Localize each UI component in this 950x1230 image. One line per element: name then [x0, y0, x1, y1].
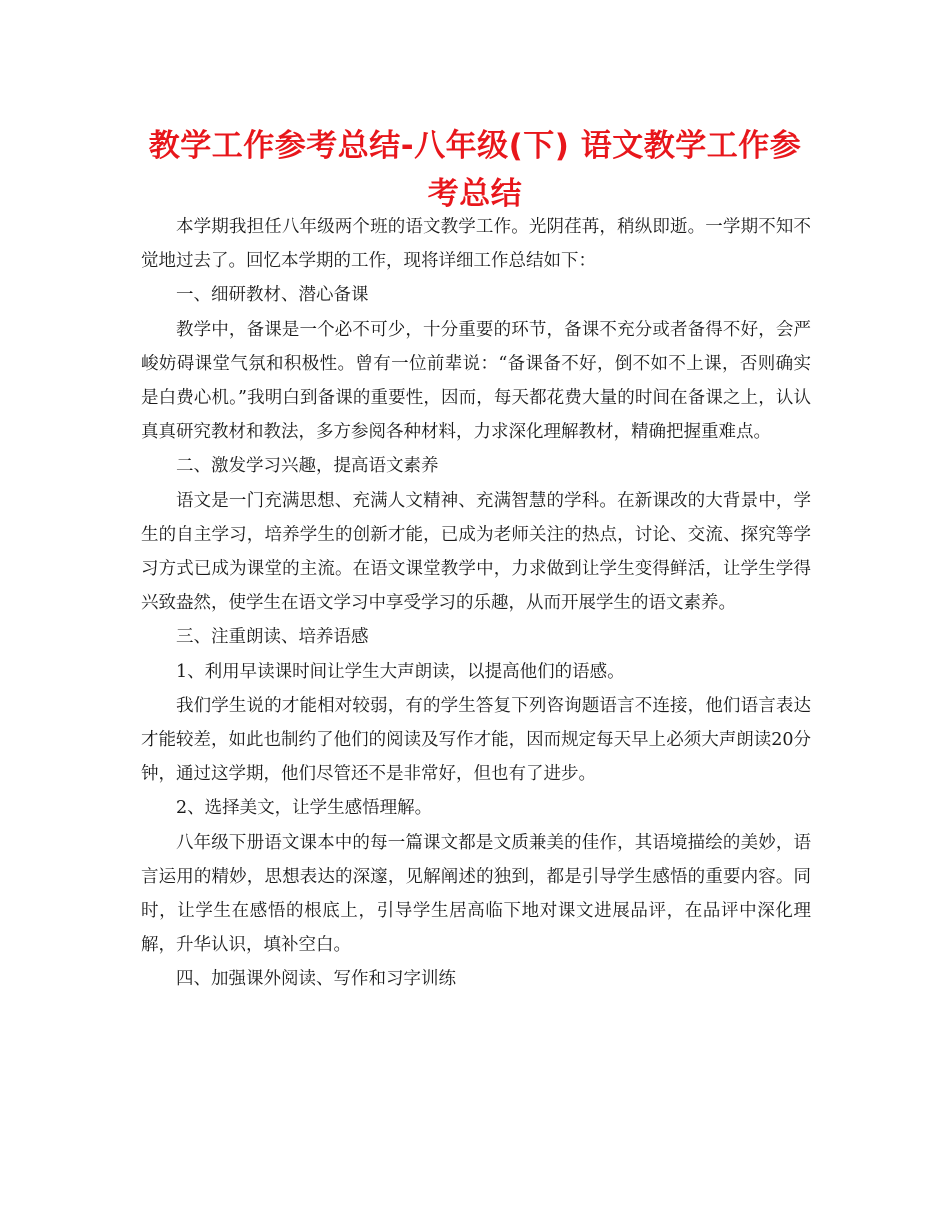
document-title: 教学工作参考总结-八年级(下) 语文教学工作参考总结 [148, 128, 802, 212]
paragraph: 语文是一门充满思想、充满人文精神、充满智慧的学科。在新课改的大背景中，学生的自主学习，培养学生的创新才能，已成为老师关注的热点，讨论、交流、探究等学习方式已成为课堂的主流。在语文课堂教学中，力求做到让学生变得鲜活，让学生学得兴致盎然，使学生在语文学习中享受学习的乐趣，从而开展学生的语文素养。 [141, 490, 811, 614]
section-heading-1: 一、细研教材、潜心备课 [176, 285, 369, 306]
paragraph: 教学中，备课是一个必不可少，十分重要的环节，备课不充分或者备得不好，会严峻妨碍课堂气氛和积极性。曾有一位前辈说：“备课备不好，倒不如不上课，否则确实是白费心机。”我明白到备课的重要性，因而，每天都花费大量的时间在备课之上，认认真真研究教材和教法，多方参阅各种材料，力求深化理解教材，精确把握重难点。 [141, 319, 811, 443]
paragraph-intro: 本学期我担任八年级两个班的语文教学工作。光阴荏苒，稍纵即逝。一学期不知不觉地过去了。回忆本学期的工作，现将详细工作总结如下： [141, 217, 811, 272]
section-heading-2: 二、激发学习兴趣，提高语文素养 [176, 456, 439, 477]
paragraph: 我们学生说的才能相对较弱，有的学生答复下列咨询题语言不连接，他们语言表达才能较差，如此也制约了他们的阅读及写作才能，因而规定每天早上必须大声朗读20分钟，通过这学期，他们尽管还不是非常好，但也有了进步。 [141, 695, 811, 785]
section-heading-4: 四、加强课外阅读、写作和习字训练 [176, 969, 456, 990]
subheading-1: 1、利用早读课时间让学生大声朗读，以提高他们的语感。 [176, 661, 625, 682]
subheading-2: 2、选择美文，让学生感悟理解。 [176, 798, 433, 819]
document-body [141, 210, 811, 997]
paragraph: 八年级下册语文课本中的每一篇课文都是文质兼美的佳作，其语境描绘的美妙，语言运用的精妙，思想表达的深邃，见解阐述的独到，都是引导学生感悟的重要内容。同时，让学生在感悟的根底上，引导学生居高临下地对课文进展品评，在品评中深化理解，升华认识，填补空白。 [141, 832, 811, 956]
section-heading-3: 三、注重朗读、培养语感 [176, 627, 369, 648]
